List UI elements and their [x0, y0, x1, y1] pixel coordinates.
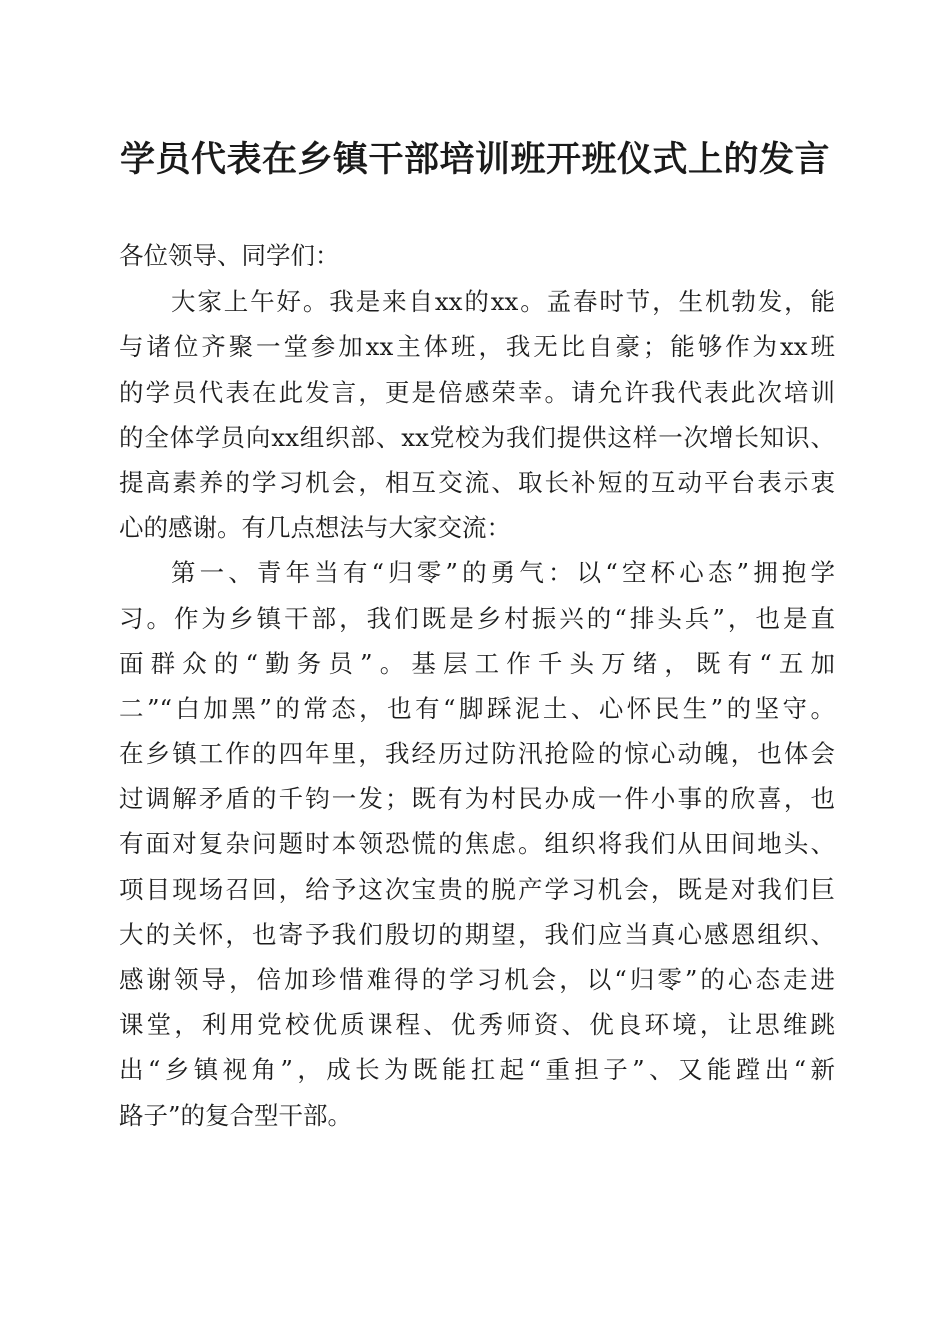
text-line: 项目现场召回，给予这次宝贵的脱产学习机会，既是对我们巨	[119, 874, 835, 904]
text-line: 在乡镇工作的四年里，我经历过防汛抢险的惊心动魄，也体会	[119, 739, 835, 769]
text-line: 出“乡镇视角”，成长为既能扛起“重担子”、又能蹚出“新	[119, 1055, 835, 1085]
text-line: 大的关怀，也寄予我们殷切的期望，我们应当真心感恩组织、	[119, 919, 835, 949]
text-line: 的学员代表在此发言，更是倍感荣幸。请允许我代表此次培训	[119, 377, 835, 407]
text-line: 二”“白加黑”的常态，也有“脚踩泥土、心怀民生”的坚守。	[119, 693, 835, 723]
text-line: 第一、青年当有“归零”的勇气：以“空杯心态”拥抱学	[171, 558, 835, 588]
document-title: 学员代表在乡镇干部培训班开班仪式上的发言	[119, 139, 830, 180]
text-line: 路子”的复合型干部。	[119, 1100, 353, 1130]
text-line: 的全体学员向xx组织部、xx党校为我们提供这样一次增长知识、	[119, 422, 835, 452]
text-line: 课堂，利用党校优质课程、优秀师资、优良环境，让思维跳	[119, 1010, 835, 1040]
text-line: 感谢领导，倍加珍惜难得的学习机会，以“归零”的心态走进	[119, 965, 835, 994]
text-line: 习。作为乡镇干部，我们既是乡村振兴的“排头兵”，也是直	[119, 603, 835, 633]
text-line: 大家上午好。我是来自xx的xx。孟春时节，生机勃发，能	[171, 287, 835, 317]
text-line: 提高素养的学习机会，相互交流、取长补短的互动平台表示衷	[119, 467, 835, 497]
text-line: 有面对复杂问题时本领恐慌的焦虑。组织将我们从田间地头、	[119, 829, 835, 859]
paragraph-2	[119, 550, 835, 1137]
text-line: 心的感谢。有几点想法与大家交流：	[119, 513, 511, 543]
document-body	[119, 233, 835, 1138]
text-line: 过调解矛盾的千钧一发；既有为村民办成一件小事的欣喜，也	[119, 784, 835, 814]
paragraph-1	[119, 279, 835, 550]
text-line: 面群众的“勤务员”。基层工作千头万绪，既有“五加	[119, 648, 835, 678]
salutation: 各位领导、同学们：	[119, 241, 340, 270]
text-line: 与诸位齐聚一堂参加xx主体班，我无比自豪；能够作为xx班	[119, 332, 835, 362]
